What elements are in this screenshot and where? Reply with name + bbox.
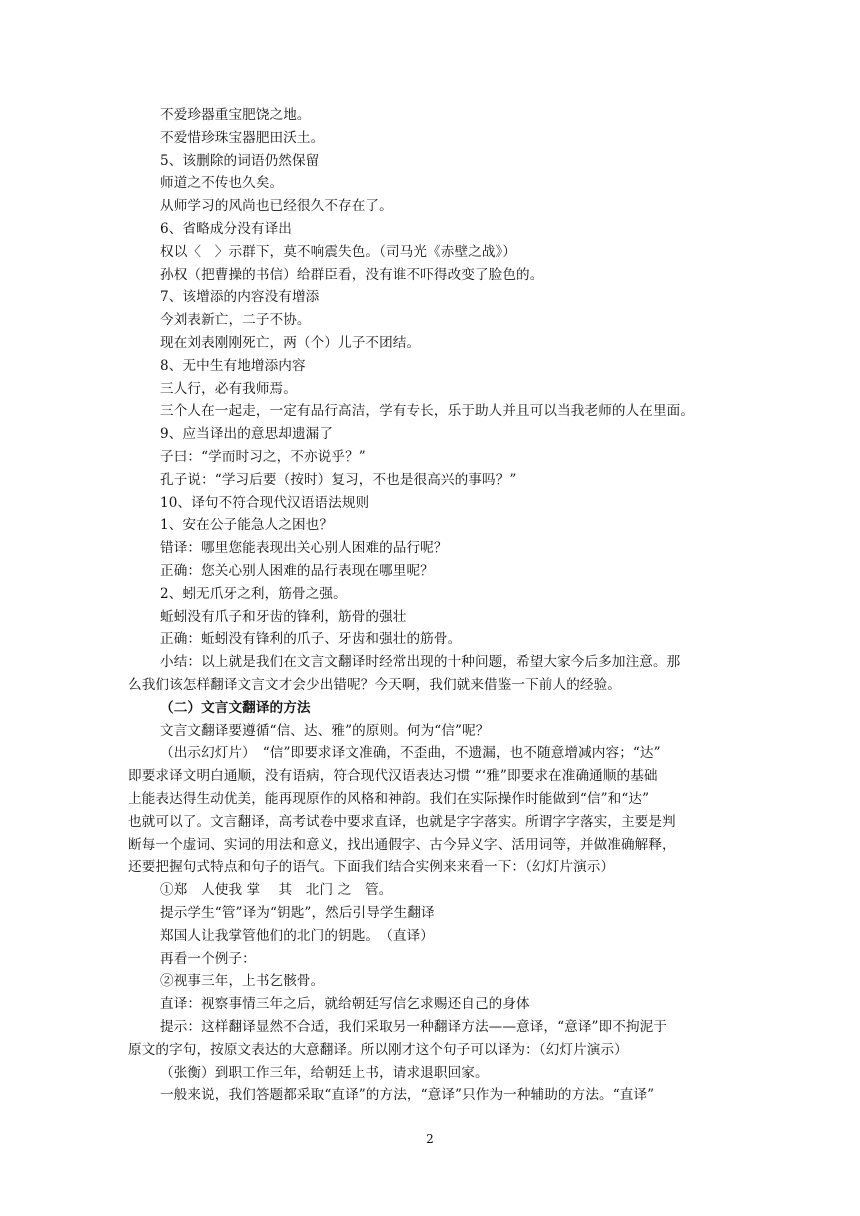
text-line: 蚯蚓没有爪子和牙齿的锋利，筋骨的强壮 xyxy=(160,608,407,625)
text-line: 也就可以了。文言翻译，高考试卷中要求直译，也就是字字落实。所谓字字落实，主要是判 xyxy=(128,813,676,830)
text-line: 上能表达得生动优美，能再现原作的风格和神韵。我们在实际操作时能做到“信”和“达” xyxy=(128,791,650,807)
text-line: 孙权（把曹操的书信）给群臣看，没有谁不吓得改变了脸色的。 xyxy=(160,266,544,283)
text-line: 提示：这样翻译显然不合适，我们采取另一种翻译方法——意译，“意译”即不拘泥于 xyxy=(160,1019,668,1035)
text-line: 再看一个例子： xyxy=(160,950,256,967)
text-line: 9、应当译出的意思却遗漏了 xyxy=(160,426,334,443)
text-line: 小结：以上就是我们在文言文翻译时经常出现的十种问题，希望大家今后多加注意。那 xyxy=(160,654,681,671)
text-line: 不爱珍器重宝肥饶之地。 xyxy=(160,107,311,123)
text-line: 权以〈 〉示群下，莫不响震失色。（司马光《赤壁之战》） xyxy=(160,243,517,260)
text-line: 子曰：“学而时习之，不亦说乎？” xyxy=(160,449,366,465)
text-line: （张衡）到职工作三年，给朝廷上书，请求退职回家。 xyxy=(160,1064,489,1081)
text-line: 错译：哪里您能表现出关心别人困难的品行呢？ xyxy=(160,540,448,557)
text-line: 文言文翻译要遵循“信、达、雅”的原则。何为“信”呢？ xyxy=(160,722,490,739)
text-line: 正确：您关心别人困难的品行表现在哪里呢？ xyxy=(160,563,434,579)
text-line: 从师学习的风尚也已经很久不存在了。 xyxy=(160,198,393,215)
text-line: 孔子说：“学习后要（按时）复习，不也是很高兴的事吗？” xyxy=(160,471,517,488)
text-line: ②视事三年，上书乞骸骨。 xyxy=(160,973,325,990)
text-line: 原文的字句，按原文表达的大意翻译。所以刚才这个句子可以译为：（幻灯片演示） xyxy=(128,1041,628,1058)
text-line: 郑国人让我掌管他们的北门的钥匙。 （直译） xyxy=(160,927,434,944)
text-line: 6、省略成分没有译出 xyxy=(160,221,292,237)
text-line: 1、安在公子能急人之困也？ xyxy=(160,517,334,534)
text-line: 7、该增添的内容没有增添 xyxy=(160,289,320,306)
text-line: 不爱惜珍珠宝器肥田沃土。 xyxy=(160,129,325,146)
page-number: 2 xyxy=(426,1132,434,1146)
text-line: 即要求译文明白通顺，没有语病，符合现代汉语表达习惯 “‘雅”即要求在准确通顺的基础 xyxy=(128,768,658,785)
text-line: 10、译句不符合现代汉语语法规则 xyxy=(160,494,370,511)
text-line: 师道之不传也久矣。 xyxy=(160,175,284,192)
text-line: 断每一个虚词、实词的用法和意义，找出通假字、古今异义字、活用词等，并做准确解释， xyxy=(128,836,676,853)
text-line: 一般来说，我们答题都采取“直译”的方法，“意译”只作为一种辅助的方法。“直译” xyxy=(160,1087,655,1104)
text-line: 三人行，必有我师焉。 xyxy=(160,380,297,397)
text-line: 还要把握句式特点和句子的语气。下面我们结合实例来来看一下：（幻灯片演示） xyxy=(128,859,615,876)
text-line: 2、蚓无爪牙之利，筋骨之强。 xyxy=(160,585,347,602)
text-line: 8、无中生有地增添内容 xyxy=(160,357,306,374)
text-line: 现在刘表刚刚死亡，两（个）儿子不团结。 xyxy=(160,335,421,351)
text-line: 5、该删除的词语仍然保留 xyxy=(160,152,320,169)
text-line: 直译：视察事情三年之后，就给朝廷写信乞求赐还自己的身体 xyxy=(160,996,530,1013)
text-line: 正确：蚯蚓没有锋利的爪子、牙齿和强壮的筋骨。 xyxy=(160,631,462,648)
section-heading: （二）文言文翻译的方法 xyxy=(160,699,311,716)
text-line: 么我们该怎样翻译文言文才会少出错呢？今天啊，我们就来借鉴一下前人的经验。 xyxy=(128,677,621,693)
text-line: 提示学生“管”译为“钥匙”，然后引导学生翻译 xyxy=(160,905,435,921)
text-line: ①郑 人使我 掌 其 北门 之 管。 xyxy=(160,882,393,899)
text-line: （出示幻灯片） “信”即要求译文准确，不歪曲，不遗漏，也不随意增减内容；“达” xyxy=(160,745,661,762)
text-line: 三个人在一起走，一定有品行高洁，学有专长，乐于助人并且可以当我老师的人在里面。 xyxy=(160,403,695,420)
text-line: 今刘表新亡，二子不协。 xyxy=(160,312,311,329)
